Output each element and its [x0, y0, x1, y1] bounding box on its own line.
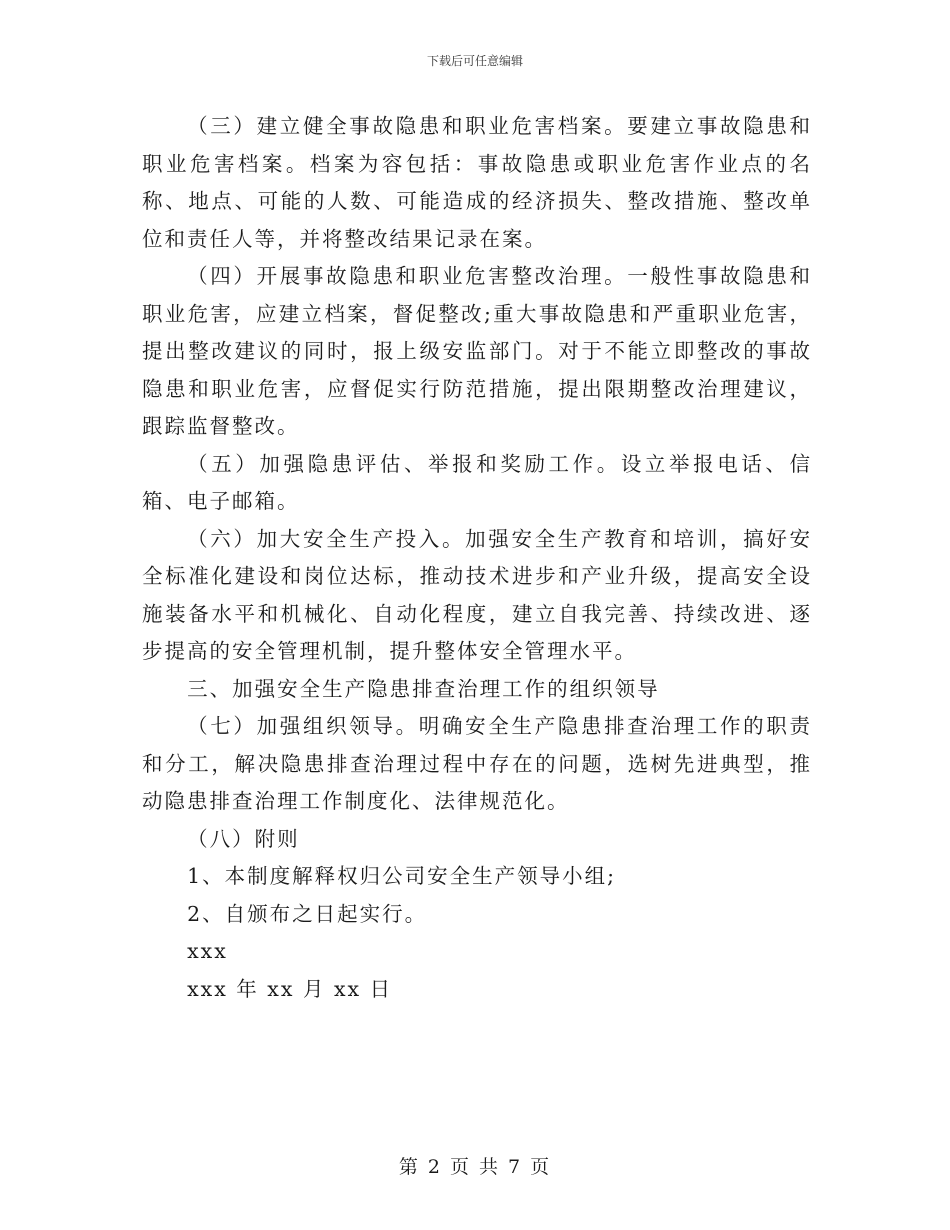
paragraph-section-4: （四）开展事故隐患和职业危害整改治理。一般性事故隐患和职业危害，应建立档案，督促整改;重大事故隐患和严重职业危害，提出整改建议的同时，报上级安监部门。对于不能立即整改的事故隐患和职业危害，应督促实行防范措施，提出限期整改治理建议，跟踪监督整改。: [142, 264, 812, 438]
page-header: 下载后可任意编辑: [426, 54, 523, 68]
total-word: 共: [479, 1156, 501, 1178]
clause-1: 1、本制度解释权归公司安全生产领导小组;: [187, 864, 617, 888]
paragraph-section-5: （五）加强隐患评估、举报和奖励工作。设立举报电话、信箱、电子邮箱。: [142, 451, 812, 513]
signature-name: xxx: [187, 939, 228, 963]
document-body: [142, 108, 812, 1008]
paragraph-section-3: （三）建立健全事故隐患和职业危害档案。要建立事故隐患和职业危害档案。档案为容包括：事故隐患或职业危害作业点的名称、地点、可能的人数、可能造成的经济损失、整改措施、整改单位和责任人等，并将整改结果记录在案。: [142, 114, 812, 251]
page-number: 2: [427, 1156, 442, 1178]
paragraph-section-7: （七）加强组织领导。明确安全生产隐患排查治理工作的职责和分工，解决隐患排查治理过程中存在的问题，选树先进典型，推动隐患排查治理工作制度化、法律规范化。: [142, 714, 812, 813]
page-word: 第: [398, 1156, 420, 1178]
page-unit: 页: [449, 1156, 471, 1178]
page-footer: [0, 1152, 950, 1179]
total-pages: 7: [508, 1156, 523, 1178]
heading-part-3: 三、加强安全生产隐患排查治理工作的组织领导: [187, 676, 660, 701]
clause-2: 2、自颁布之日起实行。: [187, 901, 428, 926]
total-unit: 页: [530, 1156, 552, 1178]
paragraph-section-6: （六）加大安全生产投入。加强安全生产教育和培训，搞好安全标准化建设和岗位达标，推动技术进步和产业升级，提高安全设施装备水平和机械化、自动化程度，建立自我完善、持续改进、逐步提高的安全管理机制，提升整体安全管理水平。: [142, 526, 812, 663]
paragraph-section-8: （八）附则: [187, 826, 300, 851]
signature-date: xxx 年 xx 月 xx 日: [187, 976, 393, 1001]
